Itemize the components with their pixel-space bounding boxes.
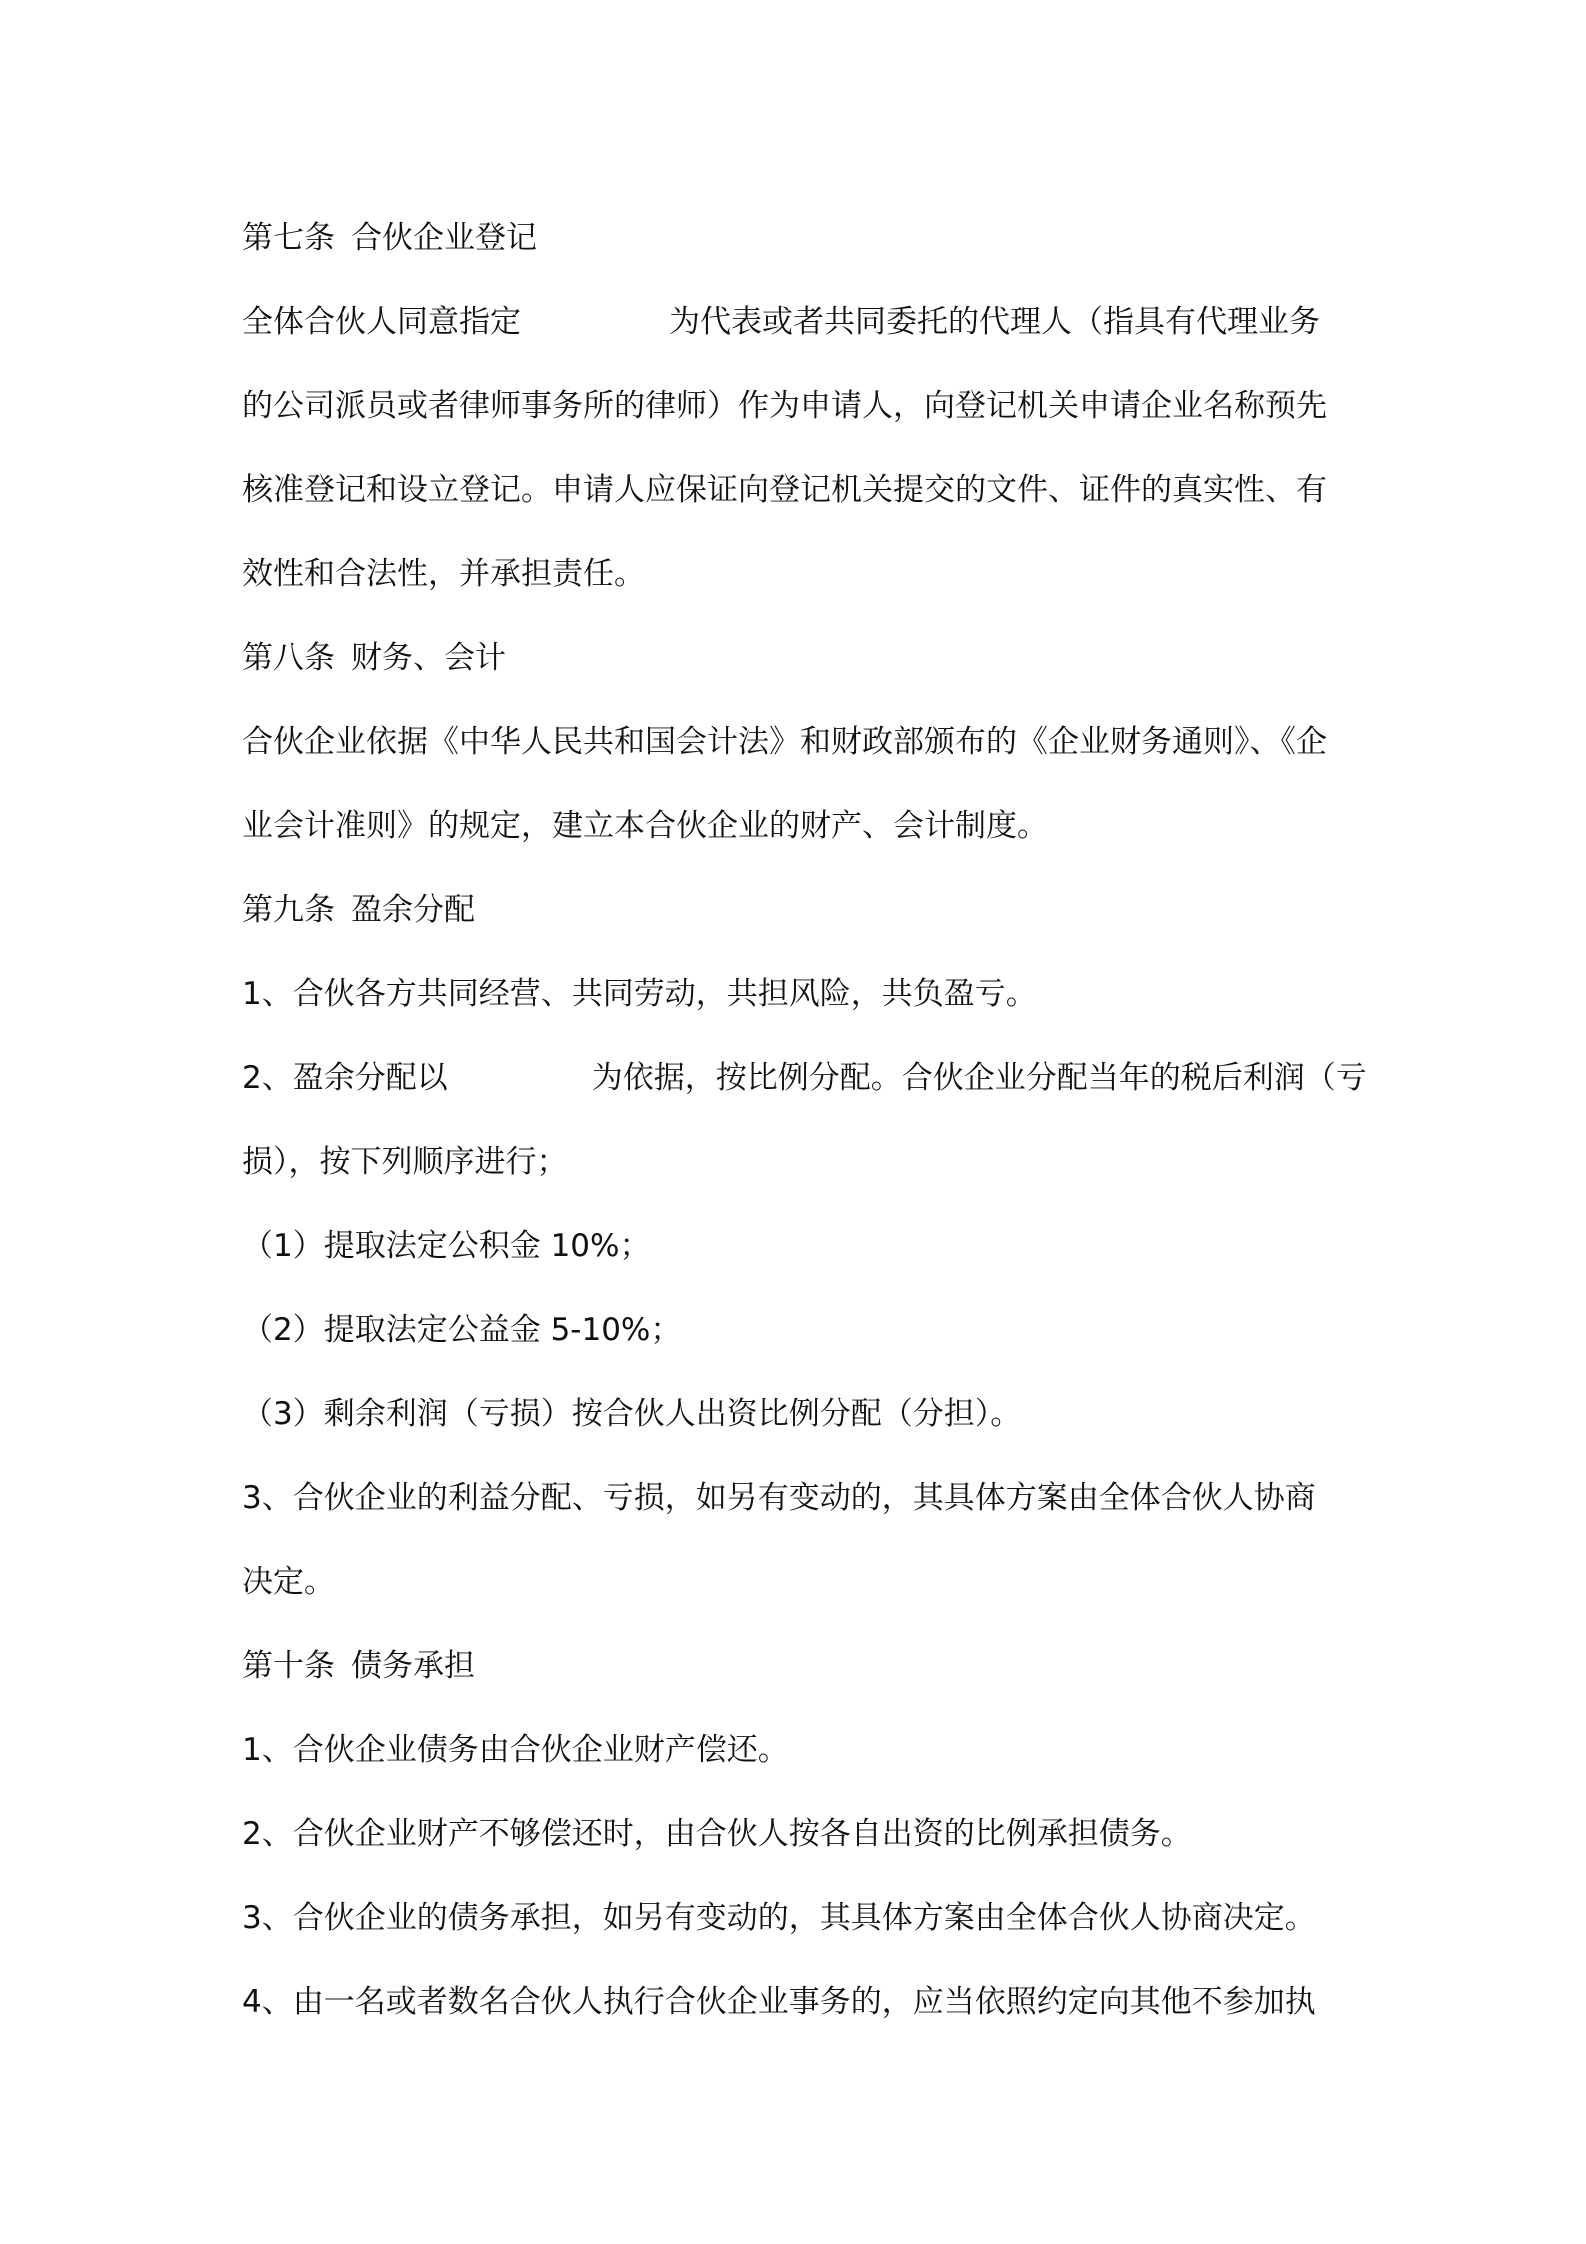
text-segment: 的公司派员或者律师事务所的律师）作为申请人，向登记机关申请企业名称预先 [242, 388, 1327, 424]
article-number: 第九条 [242, 892, 335, 928]
list-item [242, 1036, 1367, 1120]
list-item [242, 1288, 1362, 1372]
article-8-heading [242, 616, 1362, 700]
paragraph-line [242, 700, 1362, 784]
article-number: 第八条 [242, 640, 335, 676]
article-title: 合伙企业登记 [351, 220, 537, 256]
text-segment: 合伙企业依据《中华人民共和国会计法》和财政部颁布的《企业财务通则》、《企 [242, 724, 1327, 760]
text-segment: 3、合伙企业的债务承担，如另有变动的，其具体方案由全体合伙人协商决定。 [242, 1900, 1316, 1936]
list-item [242, 1708, 1362, 1792]
list-item [242, 1876, 1362, 1960]
list-item [242, 1960, 1362, 2044]
list-item [242, 1372, 1362, 1456]
text-segment: 1、合伙各方共同经营、共同劳动，共担风险，共负盈亏。 [242, 976, 1037, 1012]
text-segment: 损），按下列顺序进行； [242, 1144, 568, 1180]
text-segment: 业会计准则》的规定，建立本合伙企业的财产、会计制度。 [242, 808, 1048, 844]
paragraph-line [242, 280, 1362, 364]
article-number: 第十条 [242, 1648, 335, 1684]
text-segment: 为代表或者共同委托的代理人（指具有代理业务 [669, 304, 1320, 340]
paragraph-line [242, 364, 1362, 448]
text-segment: 决定。 [242, 1564, 335, 1600]
article-7-heading [242, 196, 1362, 280]
paragraph-line [242, 448, 1362, 532]
list-item [242, 952, 1362, 1036]
text-segment: 2、合伙企业财产不够偿还时，由合伙人按各自出资的比例承担债务。 [242, 1816, 1192, 1852]
document-body [242, 196, 1367, 2044]
list-item [242, 1204, 1362, 1288]
text-segment: 为依据，按比例分配。合伙企业分配当年的税后利润（亏 [591, 1060, 1367, 1096]
text-segment: （1）提取法定公积金 10%； [242, 1228, 651, 1264]
text-segment: （2）提取法定公益金 5-10%； [242, 1312, 682, 1348]
list-item [242, 1792, 1362, 1876]
text-segment: 4、由一名或者数名合伙人执行合伙企业事务的，应当依照约定向其他不参加执 [242, 1984, 1316, 2020]
text-segment: 核准登记和设立登记。申请人应保证向登记机关提交的文件、证件的真实性、有 [242, 472, 1327, 508]
paragraph-line [242, 1120, 1362, 1204]
paragraph-line [242, 532, 1362, 616]
article-title: 债务承担 [351, 1648, 475, 1684]
article-title: 盈余分配 [351, 892, 475, 928]
text-segment: 1、合伙企业债务由合伙企业财产偿还。 [242, 1732, 789, 1768]
text-segment: 效性和合法性，并承担责任。 [242, 556, 645, 592]
article-9-heading [242, 868, 1362, 952]
article-10-heading [242, 1624, 1362, 1708]
paragraph-line [242, 1540, 1362, 1624]
text-segment: （3）剩余利润（亏损）按合伙人出资比例分配（分担）。 [242, 1396, 1022, 1432]
article-title: 财务、会计 [351, 640, 506, 676]
text-segment: 3、合伙企业的利益分配、亏损，如另有变动的，其具体方案由全体合伙人协商 [242, 1480, 1316, 1516]
text-segment: 2、盈余分配以 [242, 1060, 448, 1096]
text-segment: 全体合伙人同意指定 [242, 304, 521, 340]
article-number: 第七条 [242, 220, 335, 256]
paragraph-line [242, 784, 1362, 868]
list-item [242, 1456, 1362, 1540]
